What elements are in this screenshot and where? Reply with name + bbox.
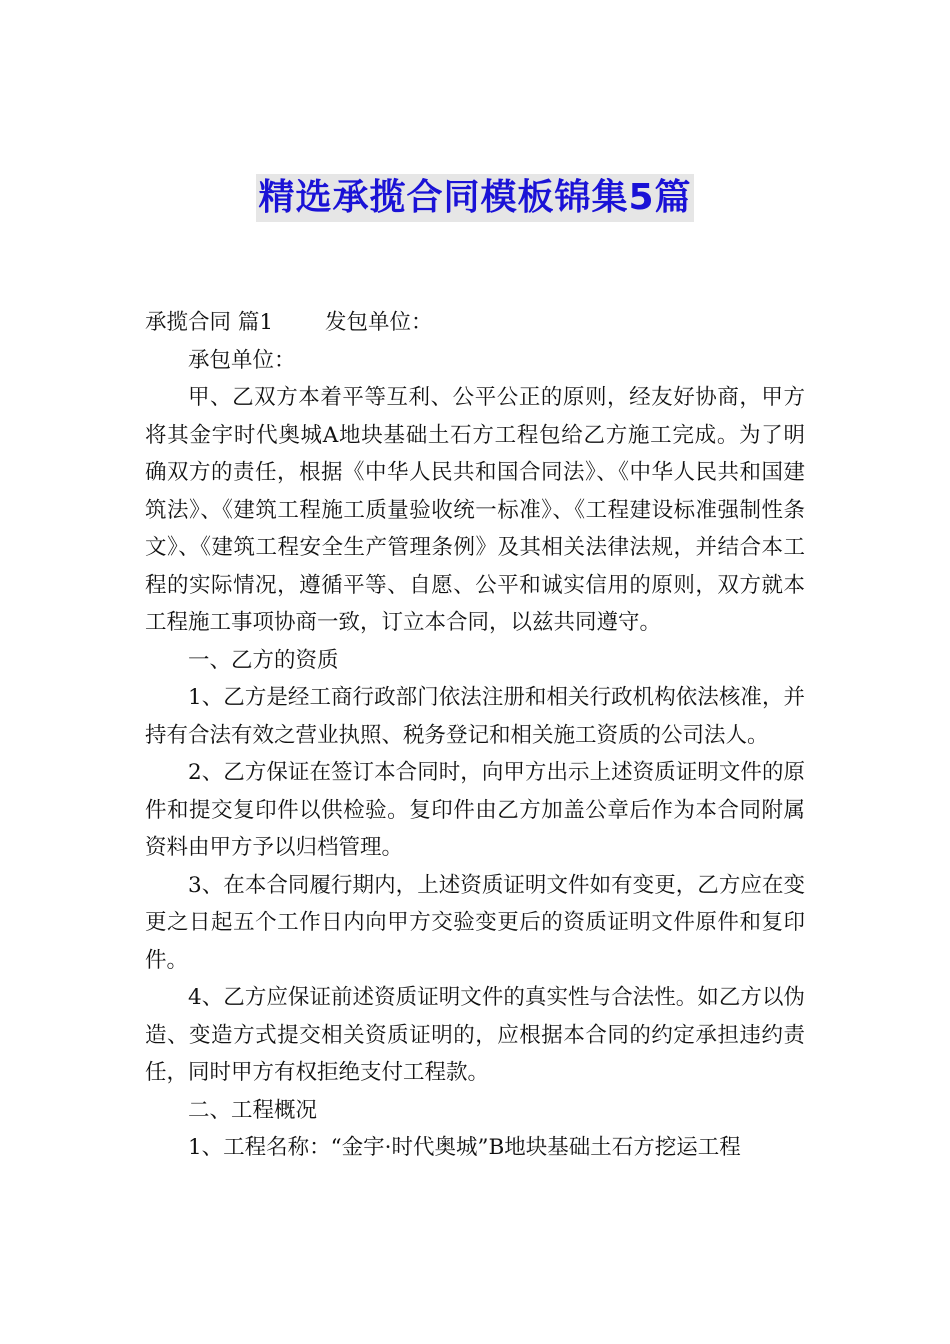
paragraph-clause-1-4: 4、乙方应保证前述资质证明文件的真实性与合法性。如乙方以伪造、变造方式提交相关资质证明的，应根据本合同的约定承担违约责任，同时甲方有权拒绝支付工程款。: [145, 985, 805, 1085]
paragraph-clause-1-1: 1、乙方是经工商行政部门依法注册和相关行政机构依法核准，并持有合法有效之营业执照、税务登记和相关施工资质的公司法人。: [145, 685, 805, 748]
paragraph-employer-unit: 发包单位：: [325, 310, 433, 335]
title-container: [0, 174, 950, 222]
paragraph-clause-1-2: 2、乙方保证在签订本合同时，向甲方出示上述资质证明文件的原件和提交复印件以供检验。复印件由乙方加盖公章后作为本合同附属资料由甲方予以归档管理。: [145, 760, 805, 860]
paragraph-preamble: 甲、乙双方本着平等互利、公平公正的原则，经友好协商，甲方将其金宇时代奥城A地块基础土石方工程包给乙方施工完成。为了明确双方的责任，根据《中华人民共和国合同法》、《中华人民共和国建筑法》、《建筑工程施工质量验收统一标准》、《工程建设标准强制性条文》、《建筑工程安全生产管理条例》及其相关法律法规，并结合本工程的实际情况，遵循平等、自愿、公平和诚实信用的原则，双方就本工程施工事项协商一致，订立本合同，以兹共同遵守。: [145, 385, 805, 635]
paragraph-clause-2-1: 1、工程名称：“金宇·时代奥城”B地块基础土石方挖运工程: [188, 1135, 741, 1160]
paragraph-heading-line: [145, 304, 805, 342]
section-heading-qualification: 一、乙方的资质: [188, 647, 339, 673]
paragraph-contractor-unit: 承包单位：: [188, 347, 296, 373]
document-title: 精选承揽合同模板锦集5篇: [256, 174, 693, 222]
section-heading-project-overview: 二、工程概况: [188, 1097, 318, 1123]
paragraph-clause-1-3: 3、在本合同履行期内，上述资质证明文件如有变更，乙方应在变更之日起五个工作日内向甲方交验变更后的资质证明文件原件和复印件。: [145, 872, 805, 973]
contract-heading-label: 承揽合同 篇1: [145, 310, 274, 335]
document-body: [145, 304, 805, 1167]
